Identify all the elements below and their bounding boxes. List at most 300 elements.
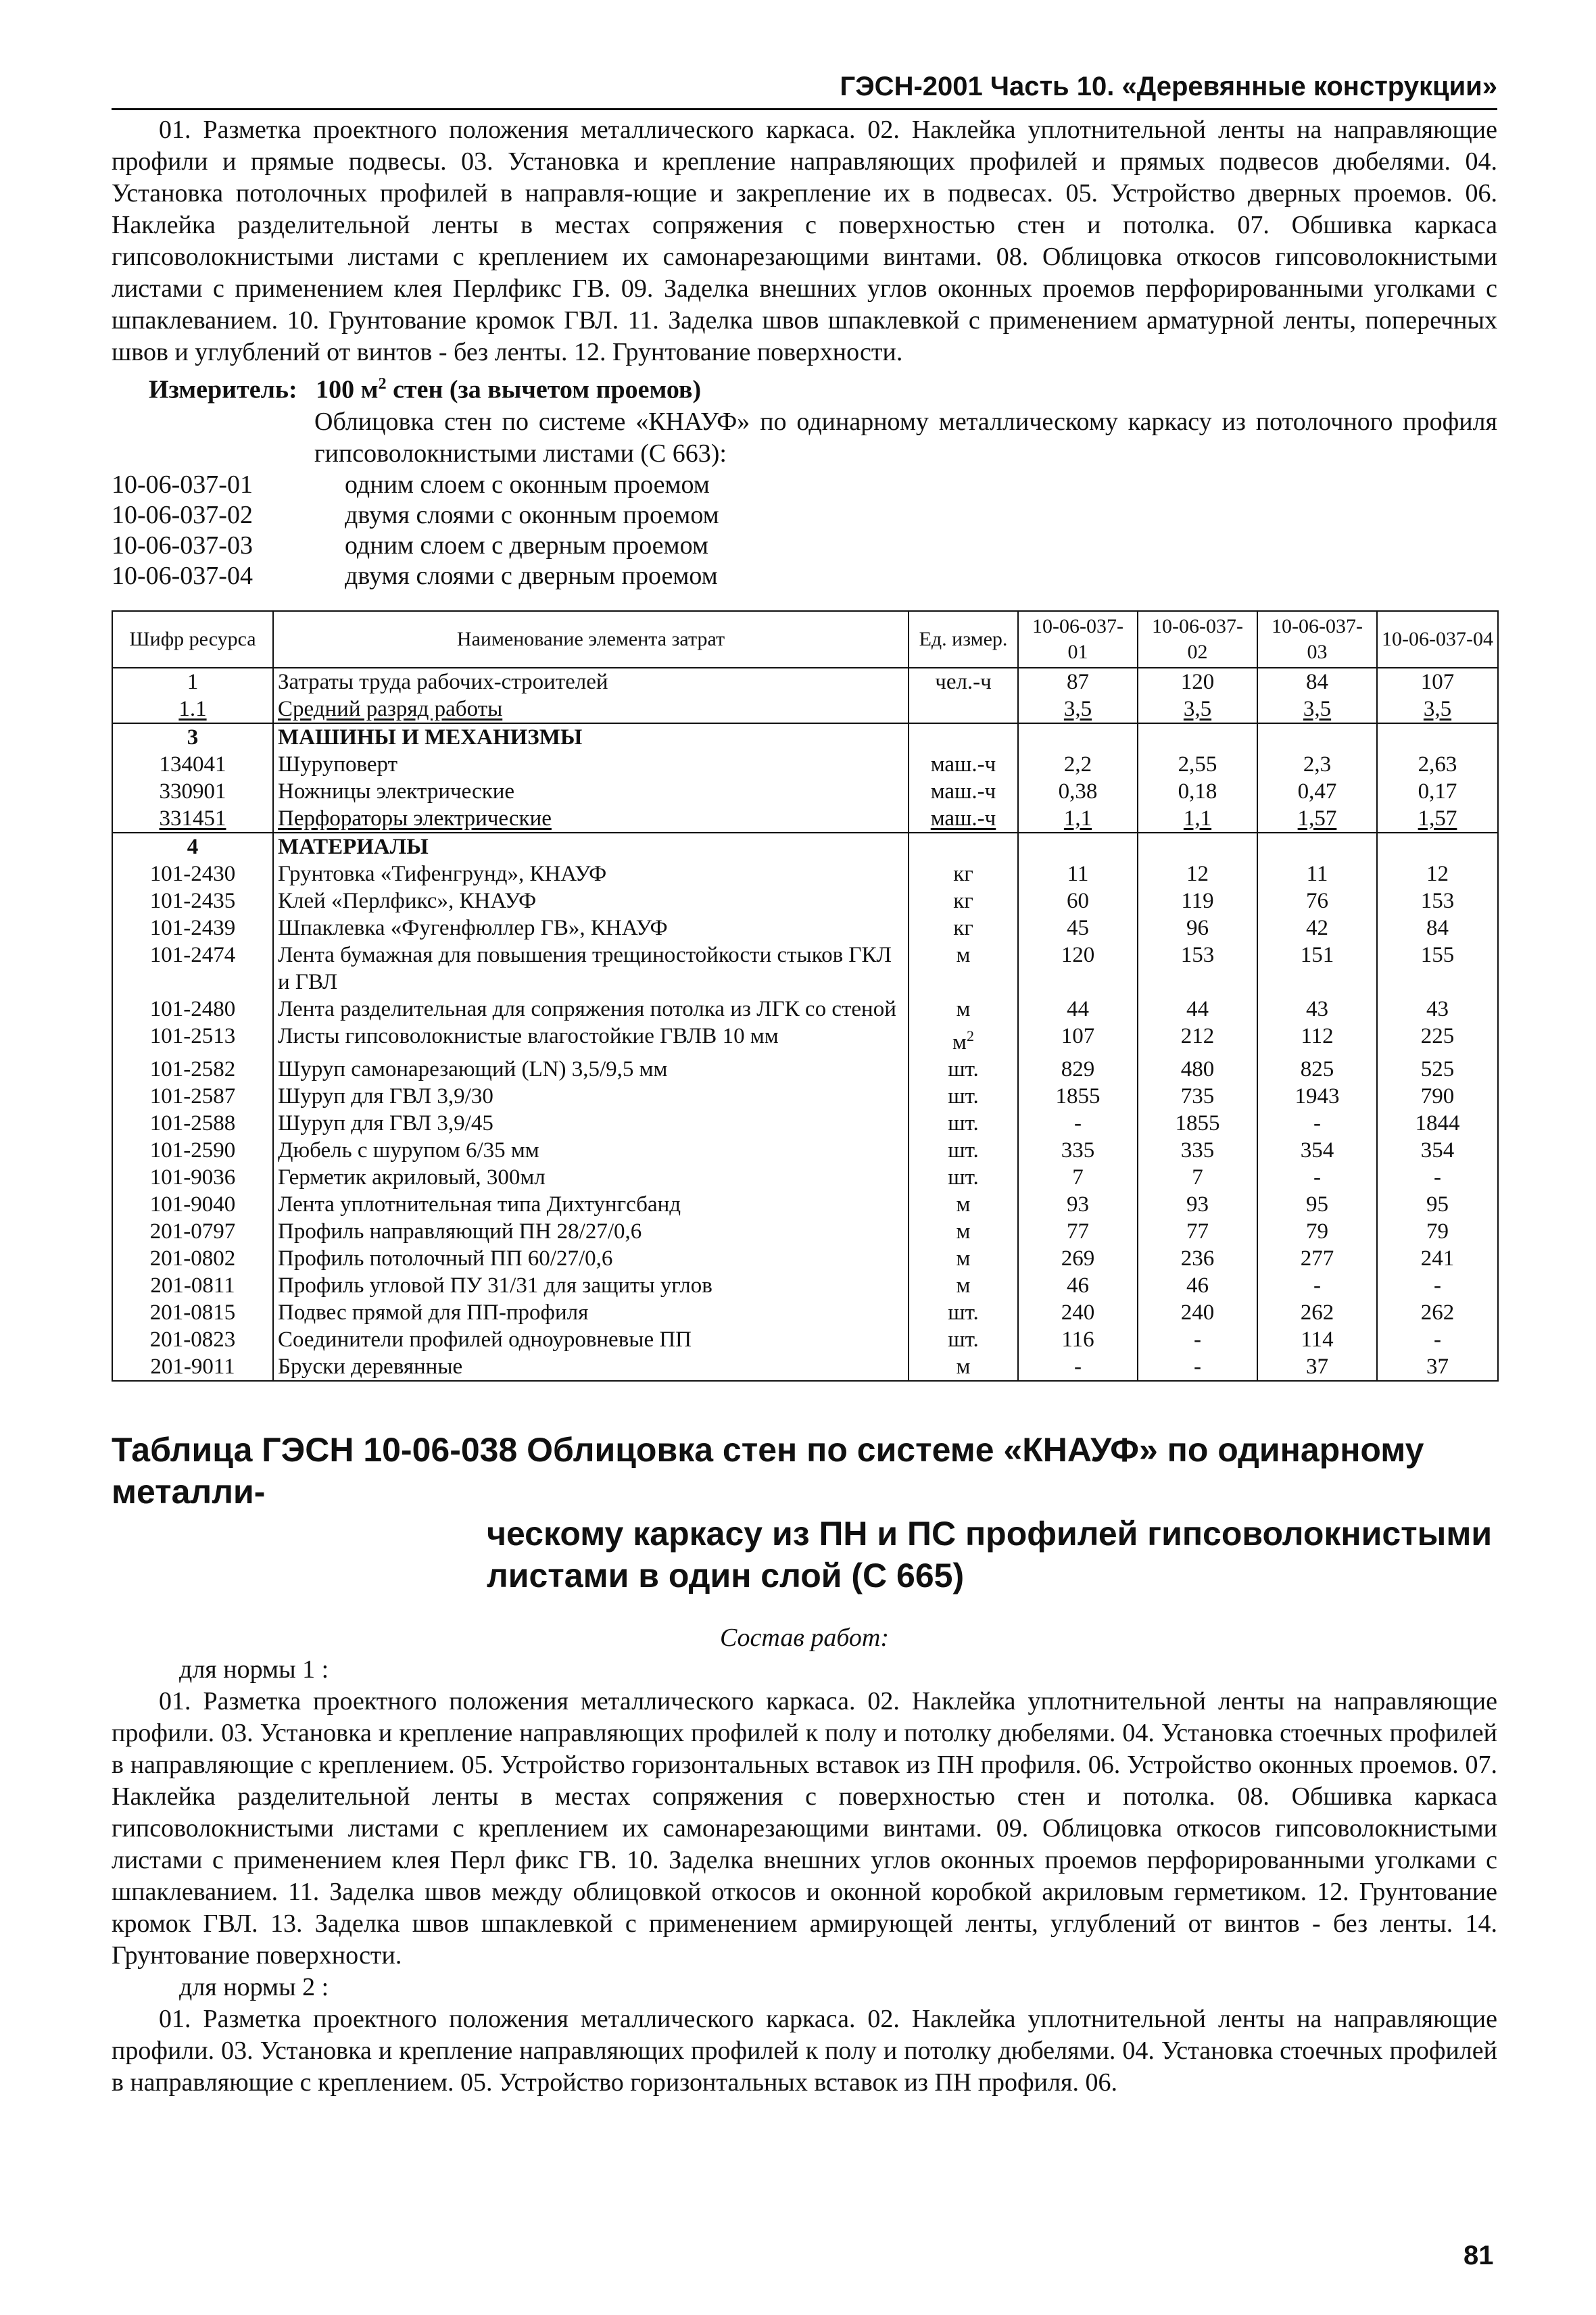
cell-code-text: 101-2587 [149, 1083, 236, 1108]
measure-value-sup: 2 [378, 375, 387, 393]
cell-value-4 [1377, 1164, 1498, 1191]
cell-value-1-text: 93 [1067, 1192, 1089, 1217]
cell-unit [909, 1191, 1018, 1218]
cell-name [273, 1110, 909, 1137]
cell-unit-text: м [956, 1273, 971, 1298]
measure-value-rest: стен (за вычетом проемов) [386, 375, 702, 404]
cell-value-4-text: 153 [1420, 888, 1455, 913]
norm-code-item [112, 500, 1497, 531]
cell-value-1-text: 3,5 [1063, 696, 1092, 721]
cell-unit-text: м [956, 996, 971, 1021]
cell-code [112, 1137, 273, 1164]
cell-value-4 [1377, 723, 1498, 751]
cell-value-2-text: 735 [1180, 1083, 1215, 1108]
cell-value-1-text: 1855 [1055, 1083, 1101, 1108]
cell-value-4-text: - [1434, 1273, 1441, 1298]
cell-value-1 [1018, 1218, 1138, 1245]
cell-name-text: Профиль направляющий ПН 28/27/0,6 [278, 1219, 642, 1244]
cell-value-3-text: 95 [1306, 1192, 1328, 1217]
cell-value-2-text: 1,1 [1183, 806, 1212, 831]
cell-value-4-text: - [1434, 1327, 1441, 1352]
norm-code-description: одним слоем с дверным проемом [345, 531, 708, 560]
cell-value-3-text: 825 [1300, 1056, 1334, 1081]
cell-value-1-text: 45 [1067, 915, 1089, 940]
cell-code [112, 1056, 273, 1083]
cell-value-3 [1257, 1137, 1377, 1164]
cell-code-text: 101-2439 [149, 915, 236, 940]
table-row [112, 996, 1498, 1023]
norm-code: 10-06-037-03 [112, 531, 253, 560]
cell-value-1-text: 120 [1061, 942, 1095, 967]
cell-value-1-text: 87 [1067, 669, 1089, 694]
cell-value-4-text: 37 [1426, 1354, 1449, 1379]
table-row [112, 942, 1498, 996]
norm-code-description: двумя слоями с оконным проемом [345, 500, 719, 529]
cell-unit-text: м [956, 1192, 971, 1217]
cell-code [112, 833, 273, 860]
cell-value-1 [1018, 1245, 1138, 1272]
cell-code-text: 101-2435 [149, 888, 236, 913]
cell-value-1 [1018, 1137, 1138, 1164]
col-header-norm-03: 10-06-037-03 [1257, 611, 1377, 668]
cell-name-text: Лента уплотнительная типа Дихтунгсбанд [278, 1192, 681, 1217]
cell-value-3-text: 151 [1300, 942, 1334, 967]
cell-code-text: 201-0802 [149, 1246, 236, 1271]
cell-value-2-text: 240 [1180, 1300, 1215, 1325]
cell-value-2 [1138, 1299, 1257, 1326]
cell-code [112, 1191, 273, 1218]
cell-code-text: 101-2480 [149, 996, 236, 1021]
cell-unit [909, 1164, 1018, 1191]
measure-value: 100 м [316, 375, 379, 404]
cell-value-2 [1138, 1023, 1257, 1056]
table-row [112, 915, 1498, 942]
cell-code-text: 3 [187, 725, 199, 750]
cell-value-3 [1257, 1083, 1377, 1110]
cell-code-text: 101-9036 [149, 1165, 236, 1190]
table-row [112, 1191, 1498, 1218]
cell-value-1 [1018, 1164, 1138, 1191]
cell-value-3 [1257, 996, 1377, 1023]
cell-unit-text: шт. [948, 1138, 979, 1163]
cell-value-3-text: - [1313, 1111, 1321, 1136]
cell-value-3 [1257, 778, 1377, 805]
cell-name-text: Шпаклевка «Фугенфюллер ГВ», КНАУФ [278, 915, 668, 940]
cell-value-4 [1377, 778, 1498, 805]
cell-value-1-text: 46 [1067, 1273, 1089, 1298]
cell-value-4-text: 1,57 [1418, 806, 1457, 831]
table-row [112, 860, 1498, 887]
norm-2-text: 01. Разметка проектного положения металлического каркаса. 02. Наклейка уплотнительной ленты на направляющие профили. 03. Установка и крепление направляющих профилей к полу и потолку дюбелями. 04. Установка стоечных профилей в направляющие с креплением. 05. Устройство горизонтальных вставок из ПН профиля. 06. [112, 2004, 1497, 2097]
norm-code-item [112, 531, 1497, 561]
cell-code [112, 1083, 273, 1110]
cell-value-3-text: 3,5 [1303, 696, 1332, 721]
cell-code-text: 101-9040 [149, 1192, 236, 1217]
cell-name [273, 1191, 909, 1218]
cell-value-2-text: - [1194, 1354, 1201, 1379]
cell-value-4-text: 241 [1420, 1246, 1455, 1271]
cell-value-3 [1257, 751, 1377, 778]
cell-code [112, 805, 273, 833]
cell-unit [909, 996, 1018, 1023]
cell-name-text: Грунтовка «Тифенгрунд», КНАУФ [278, 861, 607, 886]
cell-name [273, 1353, 909, 1381]
cell-unit-text: м [956, 1246, 971, 1271]
table-row [112, 1083, 1498, 1110]
cell-value-3 [1257, 1326, 1377, 1353]
table-row [112, 887, 1498, 915]
cell-unit-sup: 2 [966, 1027, 974, 1044]
cell-value-1 [1018, 1353, 1138, 1381]
cell-value-1 [1018, 860, 1138, 887]
cell-code-text: 201-0811 [150, 1273, 235, 1298]
col-header-code: Шифр ресурса [112, 611, 273, 668]
cell-unit-text: м [952, 1029, 967, 1054]
cell-unit-text: маш.-ч [930, 752, 996, 777]
cell-name-text: Средний разряд работы [278, 696, 503, 721]
header-rule [112, 108, 1497, 110]
cell-name [273, 1272, 909, 1299]
cell-value-2-text: 119 [1181, 888, 1214, 913]
cell-value-3 [1257, 1272, 1377, 1299]
cell-value-2 [1138, 1326, 1257, 1353]
cell-unit [909, 1023, 1018, 1056]
cell-code-text: 101-2474 [149, 942, 236, 967]
cell-unit [909, 860, 1018, 887]
cell-value-2 [1138, 996, 1257, 1023]
intro-paragraph: 01. Разметка проектного положения металлического каркаса. 02. Наклейка уплотнительной ленты на направляющие профили и прямые подвесы. 03. Установка и крепление направляющих профилей и прямых подвесов дюбелями. 04. Установка потолочных профилей в направля-ющие и закрепление их в подвесах. 05. Устройство дверных проемов. 06. Наклейка разделительной ленты в местах сопряжения с поверхностью стен и потолка. 07. Обшивка каркаса гипсоволокнистыми листами с креплением их самонарезающими винтами. 08. Облицовка откосов гипсоволокнистыми листами с применением клея Перлфикс ГВ. 09. Заделка внешних углов оконных проемов перфорированными уголками с шпаклеванием. 10. Грунтование кромок ГВЛ. 11. Заделка швов шпаклевкой с применением арматурной ленты, поперечных швов и углублений от винтов - без ленты. 12. Грунтование поверхности. [112, 116, 1497, 366]
cell-value-2 [1138, 723, 1257, 751]
cell-name [273, 805, 909, 833]
cell-value-4-text: 12 [1426, 861, 1449, 886]
cell-value-2-text: 2,55 [1178, 752, 1217, 777]
norm-code: 10-06-037-02 [112, 500, 253, 529]
cell-value-3-text: - [1313, 1273, 1321, 1298]
cell-code-text: 330901 [159, 779, 226, 804]
cell-value-4 [1377, 1110, 1498, 1137]
cell-value-3 [1257, 1353, 1377, 1381]
cell-value-2 [1138, 860, 1257, 887]
cell-unit-text: маш.-ч [930, 806, 996, 831]
cell-value-3 [1257, 1299, 1377, 1326]
cell-value-4 [1377, 887, 1498, 915]
norm-code-item [112, 470, 1497, 500]
cell-value-2 [1138, 1191, 1257, 1218]
cell-value-4 [1377, 996, 1498, 1023]
cell-value-4 [1377, 860, 1498, 887]
cell-unit-text: кг [953, 861, 973, 886]
cell-code [112, 696, 273, 723]
table-row [112, 778, 1498, 805]
table-row [112, 1299, 1498, 1326]
cell-name-text: Подвес прямой для ПП-профиля [278, 1300, 589, 1325]
cell-value-2 [1138, 805, 1257, 833]
cell-value-4 [1377, 833, 1498, 860]
cell-value-1-text: 335 [1061, 1138, 1095, 1163]
cell-value-3 [1257, 1110, 1377, 1137]
cell-code-text: 201-0815 [149, 1300, 236, 1325]
cell-code [112, 1164, 273, 1191]
cell-name [273, 833, 909, 860]
cell-name-text: МАШИНЫ И МЕХАНИЗМЫ [278, 725, 583, 750]
cell-value-3-text: 42 [1306, 915, 1328, 940]
cell-unit [909, 1110, 1018, 1137]
cell-value-4-text: 43 [1426, 996, 1449, 1021]
cell-name [273, 1083, 909, 1110]
cell-unit-text: шт. [948, 1300, 979, 1325]
col-header-norm-02: 10-06-037-02 [1138, 611, 1257, 668]
cell-unit [909, 1218, 1018, 1245]
col-header-norm-04: 10-06-037-04 [1377, 611, 1498, 668]
cell-value-2-text: 120 [1180, 669, 1215, 694]
table-title-line-3: листами в один слой (С 665) [487, 1556, 965, 1594]
cell-value-4 [1377, 1218, 1498, 1245]
cell-value-1 [1018, 1023, 1138, 1056]
cell-value-2 [1138, 1083, 1257, 1110]
cell-name [273, 887, 909, 915]
cell-name [273, 996, 909, 1023]
cell-value-4 [1377, 1353, 1498, 1381]
table-row [112, 1218, 1498, 1245]
cell-value-4 [1377, 942, 1498, 996]
cell-value-3-text: 114 [1301, 1327, 1334, 1352]
table-row [112, 1056, 1498, 1083]
cell-code [112, 915, 273, 942]
cell-value-2-text: - [1194, 1327, 1201, 1352]
cell-unit-text: шт. [948, 1111, 979, 1136]
cell-value-4-text: 3,5 [1423, 696, 1452, 721]
cell-value-2 [1138, 1164, 1257, 1191]
cell-value-2 [1138, 942, 1257, 996]
cell-value-4-text: 79 [1426, 1219, 1449, 1244]
table-row [112, 1164, 1498, 1191]
cell-value-4-text: 155 [1420, 942, 1455, 967]
cell-value-3-text: 1,57 [1297, 806, 1337, 831]
norm-subtitle: Облицовка стен по системе «КНАУФ» по одинарному металлическому каркасу из потолочного профиля гипсоволокнистыми листами (С 663): [314, 407, 1497, 468]
cell-unit-text: чел.-ч [935, 669, 992, 694]
cell-value-4 [1377, 1191, 1498, 1218]
cell-unit [909, 805, 1018, 833]
cell-value-4-text: 354 [1420, 1138, 1455, 1163]
cell-name-text: Дюбель с шурупом 6/35 мм [278, 1138, 539, 1163]
cell-value-1-text: 116 [1061, 1327, 1094, 1352]
cell-code [112, 1326, 273, 1353]
cell-value-4-text: 225 [1420, 1023, 1455, 1048]
page-number: 81 [1464, 2241, 1494, 2270]
cell-value-4 [1377, 915, 1498, 942]
cell-value-3 [1257, 1191, 1377, 1218]
cell-value-1-text: 1,1 [1063, 806, 1092, 831]
cell-name-text: Листы гипсоволокнистые влагостойкие ГВЛВ 10 мм [278, 1023, 779, 1048]
cell-code [112, 942, 273, 996]
cell-value-1 [1018, 1191, 1138, 1218]
cell-value-2 [1138, 1245, 1257, 1272]
cell-unit [909, 887, 1018, 915]
cell-code [112, 778, 273, 805]
cell-value-4-text: 107 [1420, 669, 1455, 694]
cell-name-text: МАТЕРИАЛЫ [278, 834, 429, 859]
cell-value-2 [1138, 833, 1257, 860]
cell-name [273, 1023, 909, 1056]
norm-code-item [112, 561, 1497, 591]
cell-value-2-text: 96 [1186, 915, 1209, 940]
cell-value-2 [1138, 887, 1257, 915]
measure-line [112, 368, 1497, 406]
cell-unit-text: м [956, 1219, 971, 1244]
cell-value-1 [1018, 778, 1138, 805]
cell-value-2-text: 1855 [1175, 1111, 1220, 1136]
cell-code [112, 1272, 273, 1299]
cell-unit [909, 833, 1018, 860]
cell-name-text: Лента бумажная для повышения трещиностойкости стыков ГКЛ и ГВЛ [278, 942, 892, 994]
cell-name [273, 723, 909, 751]
table-row [112, 1110, 1498, 1137]
cell-value-3 [1257, 887, 1377, 915]
cell-name [273, 1326, 909, 1353]
cell-name [273, 1218, 909, 1245]
cell-value-2-text: 12 [1186, 861, 1209, 886]
cell-value-1 [1018, 1299, 1138, 1326]
cell-name [273, 1245, 909, 1272]
cell-unit [909, 1326, 1018, 1353]
cell-code-text: 134041 [159, 752, 226, 777]
cell-value-1-text: 11 [1067, 861, 1089, 886]
cell-value-2 [1138, 696, 1257, 723]
cell-value-1-text: 2,2 [1063, 752, 1092, 777]
cell-value-1-text: 0,38 [1058, 779, 1098, 804]
cell-value-1 [1018, 915, 1138, 942]
cell-code [112, 723, 273, 751]
table-header-row [112, 611, 1498, 668]
cell-value-3-text: 277 [1300, 1246, 1334, 1271]
cell-value-2 [1138, 1137, 1257, 1164]
cell-code [112, 860, 273, 887]
cell-value-1-text: 77 [1067, 1219, 1089, 1244]
cell-code-text: 4 [187, 834, 199, 859]
cell-value-3-text: 354 [1300, 1138, 1334, 1163]
cell-unit [909, 778, 1018, 805]
table-row [112, 1353, 1498, 1381]
cell-value-3-text: 76 [1306, 888, 1328, 913]
cell-name-text: Шуруп самонарезающий (LN) 3,5/9,5 мм [278, 1056, 668, 1081]
col-header-norm-01: 10-06-037-01 [1018, 611, 1138, 668]
cell-value-3-text: 84 [1306, 669, 1328, 694]
table-title-line-2: ческому каркасу из ПН и ПС профилей гипсоволокнистыми [487, 1514, 1493, 1553]
cell-name-text: Шуруповерт [278, 752, 398, 777]
cell-code-text: 101-2582 [149, 1056, 236, 1081]
norm-code-list [112, 470, 1497, 591]
cell-name [273, 751, 909, 778]
cell-name-text: Ножницы электрические [278, 779, 515, 804]
table-row [112, 1023, 1498, 1056]
measure-label: Измеритель: [149, 375, 297, 404]
cell-value-2-text: 3,5 [1183, 696, 1212, 721]
cell-value-2 [1138, 915, 1257, 942]
cell-value-1-text: 269 [1061, 1246, 1095, 1271]
table-row [112, 696, 1498, 723]
cell-unit [909, 1353, 1018, 1381]
cell-value-1 [1018, 1083, 1138, 1110]
cell-code-text: 201-0823 [149, 1327, 236, 1352]
table-row [112, 805, 1498, 833]
cell-value-4-text: 1844 [1415, 1111, 1460, 1136]
table-title [112, 1429, 1497, 1597]
cell-unit-text: шт. [948, 1083, 979, 1108]
cell-value-2-text: 77 [1186, 1219, 1209, 1244]
cell-name-text: Бруски деревянные [278, 1354, 463, 1379]
cell-unit-text: м [956, 1354, 971, 1379]
norm-code: 10-06-037-04 [112, 561, 253, 590]
cell-name [273, 778, 909, 805]
cell-value-4 [1377, 751, 1498, 778]
cell-value-3 [1257, 805, 1377, 833]
cell-value-3-text: 37 [1306, 1354, 1328, 1379]
cell-value-2-text: 212 [1180, 1023, 1215, 1048]
cell-value-4 [1377, 805, 1498, 833]
col-header-name: Наименование элемента затрат [273, 611, 909, 668]
cell-unit [909, 723, 1018, 751]
cell-value-2-text: 93 [1186, 1192, 1209, 1217]
cell-unit [909, 751, 1018, 778]
cell-value-3 [1257, 1218, 1377, 1245]
cell-code-text: 101-2513 [149, 1023, 236, 1048]
cell-value-3 [1257, 942, 1377, 996]
cell-value-1-text: - [1074, 1111, 1082, 1136]
cell-value-3 [1257, 668, 1377, 696]
cell-value-3 [1257, 860, 1377, 887]
cell-value-3-text: 1943 [1295, 1083, 1340, 1108]
table-row [112, 723, 1498, 751]
cell-code [112, 751, 273, 778]
cell-value-2-text: 46 [1186, 1273, 1209, 1298]
cell-value-1-text: 7 [1072, 1165, 1084, 1190]
cell-unit [909, 1272, 1018, 1299]
cell-name [273, 1056, 909, 1083]
resource-table [112, 610, 1499, 1382]
cell-unit-text: маш.-ч [930, 779, 996, 804]
cell-value-1 [1018, 833, 1138, 860]
cell-unit-text: кг [953, 888, 973, 913]
cell-value-2 [1138, 751, 1257, 778]
cell-unit [909, 1083, 1018, 1110]
cell-value-2-text: 236 [1180, 1246, 1215, 1271]
cell-name-text: Шуруп для ГВЛ 3,9/45 [278, 1111, 493, 1136]
norm-1-text: 01. Разметка проектного положения металлического каркаса. 02. Наклейка уплотнительной ленты на направляющие профили. 03. Установка и крепление направляющих профилей к полу и потолку дюбелями. 04. Установка стоечных профилей в направляющие с креплением. 05. Устройство горизонтальных вставок из ПН профиля. 06. Устройство оконных проемов. 07. Наклейка разделительной ленты в местах сопряжения с поверхностью стен и потолка. 08. Обшивка каркаса гипсоволокнистыми листами с креплением их самонарезающими винтами. 09. Облицовка откосов гипсоволокнистыми листами с применением клея Перл фикс ГВ. 10. Заделка внешних углов оконных проемов перфорированными уголками с шпаклеванием. 11. Заделка швов между облицовкой откосов и оконной коробкой акриловым герметиком. 12. Грунтование кромок ГВЛ. 13. Заделка швов шпаклевкой с применением армирующей ленты, углублений от винтов - без ленты. 14. Грунтование поверхности. [112, 1686, 1497, 1970]
cell-unit [909, 668, 1018, 696]
cell-value-2-text: 335 [1180, 1138, 1215, 1163]
table-row [112, 751, 1498, 778]
cell-value-3 [1257, 723, 1377, 751]
cell-code-text: 331451 [159, 806, 226, 831]
cell-value-1 [1018, 805, 1138, 833]
cell-value-3-text: 43 [1306, 996, 1328, 1021]
cell-code [112, 1023, 273, 1056]
cell-value-4 [1377, 1272, 1498, 1299]
cell-value-4-text: 790 [1420, 1083, 1455, 1108]
table-row [112, 1272, 1498, 1299]
cell-value-1-text: 107 [1061, 1023, 1095, 1048]
cell-value-1 [1018, 996, 1138, 1023]
work-composition-label: Состав работ: [719, 1623, 890, 1652]
cell-value-1 [1018, 723, 1138, 751]
cell-value-1-text: 60 [1067, 888, 1089, 913]
cell-value-2-text: 480 [1180, 1056, 1215, 1081]
cell-value-2-text: 44 [1186, 996, 1209, 1021]
cell-value-2 [1138, 668, 1257, 696]
table-row [112, 1137, 1498, 1164]
cell-code [112, 1245, 273, 1272]
table-row [112, 1245, 1498, 1272]
